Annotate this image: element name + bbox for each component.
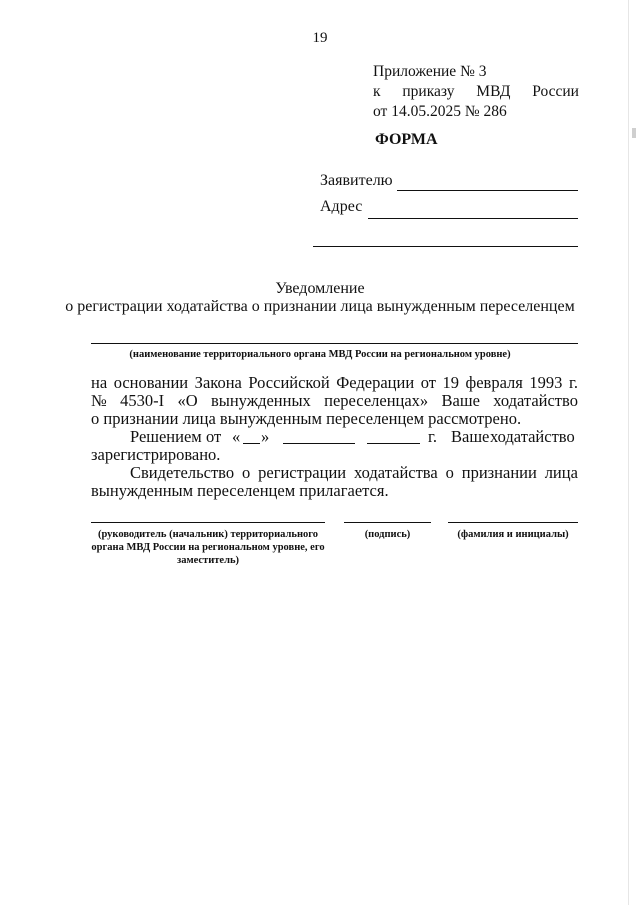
body-line-2 [91,391,578,411]
appendix-header [373,62,579,122]
body-word: на [91,373,108,392]
registered-text: зарегистрировано. [91,445,221,464]
body-word: основании [113,373,189,392]
appendix-word: приказу [402,83,455,100]
notice-title: Уведомление [275,280,365,297]
address-line-2 [313,246,578,247]
body-word: 1993 [529,373,563,392]
body-word: 19 [442,373,459,392]
authority-caption: (наименование территориального органа МВД России на региональном уровне) [129,349,511,360]
decision-year-line [367,443,420,444]
head-caption: органа МВД России на региональном уровне, его [91,542,325,553]
body-word: Закона [194,373,242,392]
appendix-word: МВД [476,83,511,100]
body-word: от [420,373,436,392]
body-word: № [91,391,107,410]
appendix-word: России [532,83,579,100]
body-word: г. [568,373,578,392]
decision-tail-word: ходатайство [490,427,575,446]
decision-month-line [283,443,355,444]
notice-subtitle: о регистрации ходатайства о признании лица вынужденным переселенцем [65,298,575,315]
decision-day-line [243,443,260,444]
body-word: февраля [465,373,523,392]
decision-from: от [206,427,222,446]
decision-tail-word: Ваше [451,427,490,446]
body-line-3: о признании лица вынужденным переселенцем рассмотрено. [91,409,522,428]
authority-name-line [91,343,578,344]
cert-word: регистрации [258,463,347,482]
appendix-word: к [373,83,381,100]
applicant-line [397,190,578,191]
cert-word: ходатайства [354,463,438,482]
decision-quote-open: « [232,427,241,446]
body-word: «О [177,391,198,410]
body-word: Федерации [336,373,415,392]
form-label: ФОРМА [375,131,438,148]
certificate-line-1 [130,463,578,483]
signature-caption: (подпись) [364,529,411,540]
cert-word: о [445,463,454,482]
body-word: Российской [248,373,330,392]
body-word: ходатайство [493,391,578,410]
name-line [448,522,578,523]
cert-word: признании [461,463,537,482]
decision-label: Решением [130,427,202,446]
body-word: 4530-I [120,391,165,410]
applicant-label: Заявителю [320,172,393,189]
address-label: Адрес [320,198,363,215]
body-word: Ваше [441,391,480,410]
page-number: 19 [312,30,328,46]
name-caption: (фамилия и инициалы) [457,529,569,540]
signature-line [344,522,431,523]
head-signature-line [91,522,325,523]
cert-word: Свидетельство [130,463,235,482]
body-word: переселенцах» [324,391,429,410]
decision-quote-close: » [261,427,270,446]
appendix-order-date: от 14.05.2025 № 286 [373,103,507,120]
head-caption: заместитель) [176,555,240,566]
cert-word: о [242,463,251,482]
decision-year-suffix: г. [428,427,438,446]
appendix-order-ref [373,82,579,102]
appendix-number: Приложение № 3 [373,63,487,80]
certificate-line-2: вынужденным переселенцем прилагается. [91,481,389,500]
address-line [368,218,578,219]
body-line-1 [91,373,578,393]
cert-word: лица [544,463,578,482]
scan-edge [628,0,629,905]
body-word: вынужденных [210,391,311,410]
scan-mark [632,128,636,138]
head-caption: (руководитель (начальник) территориального [97,529,319,540]
